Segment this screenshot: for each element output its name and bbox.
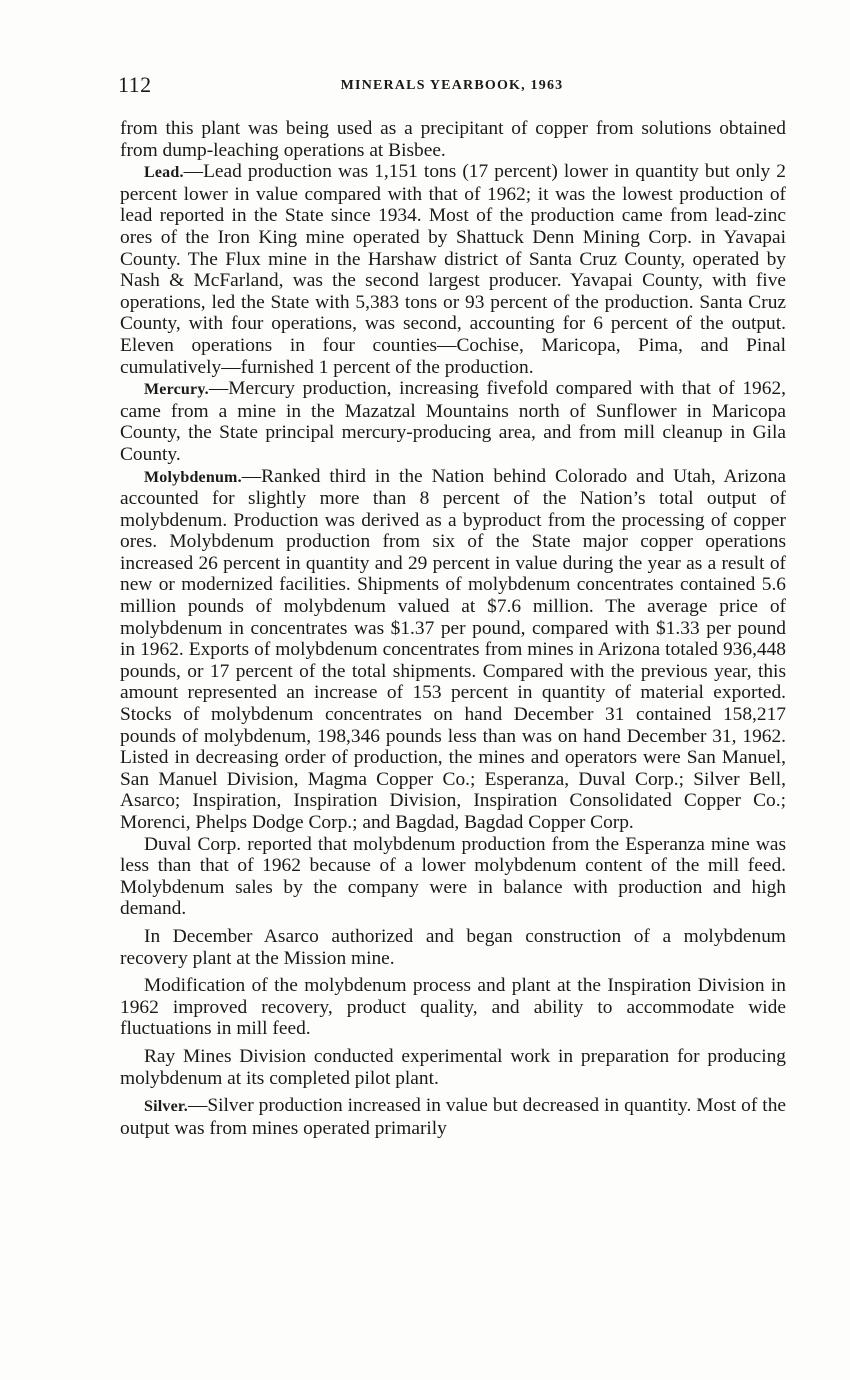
paragraph-inspiration: Modification of the molybdenum process and plant at the Inspiration Division in 1962 improved recovery, product quality, and ability to accommodate wide fluctuations in mill feed. [120, 975, 786, 1040]
section-head-mercury: Mercury. [144, 381, 209, 399]
paragraph-molybdenum-text: —Ranked third in the Nation behind Colorado and Utah, Arizona accounted for slightly more than 8 percent of the Nation’s total output of molybdenum. Production was derived as a byproduct from the processing of copper ores. Molybdenum production from six of the State major copper operations increased 26 percent in quantity and 29 percent in value during the year as a result of new or modernized facilities. Shipments of molybdenum concentrates contained 5.6 million pounds of molybdenum valued at $7.6 million. The average price of molybdenum in concentrates was $1.37 per pound, compared with $1.33 per pound in 1962. Exports of molybdenum concentrates from mines in Arizona totaled 936,448 pounds, or 17 percent of the total shipments. Compared with the previous year, this amount represented an increase of 153 percent in quantity of material exported. Stocks of molybdenum concentrates on hand December 31 contained 158,217 pounds of molybdenum, 198,346 pounds less than was on hand December 31, 1962. Listed in decreasing order of production, the mines and operators were San Manuel, San Manuel Division, Magma Copper Co.; Esperanza, Duval Corp.; Silver Bell, Asarco; Inspiration, Inspiration Division, Inspiration Consolidated Copper Co.; Morenci, Phelps Dodge Corp.; and Bagdad, Bagdad Copper Corp. [120, 465, 786, 833]
page-header [118, 72, 786, 102]
paragraph-lead [120, 161, 786, 378]
paragraph-mercury-text: —Mercury production, increasing fivefold compared with that of 1962, came from a mine in the Mazatzal Mountains north of Sunflower in Maricopa County, the State principal mercury-producing area, and from mill cleanup in Gila County. [120, 378, 786, 465]
section-head-molybdenum: Molybdenum. [144, 468, 242, 486]
paragraph-duval: Duval Corp. reported that molybdenum production from the Esperanza mine was less than that of 1962 because of a lower molybdenum content of the mill feed. Molybdenum sales by the company were in balance with production and high demand. [120, 833, 786, 920]
page-number: 112 [118, 72, 152, 97]
paragraph-silver-text: —Silver production increased in value but decreased in quantity. Most of the output was from mines operated primarily [120, 1095, 786, 1139]
paragraph-silver [120, 1095, 786, 1139]
paragraph-molybdenum [120, 466, 786, 834]
running-head: MINERALS YEARBOOK, 1963 [340, 78, 564, 93]
paragraph-lead-text: —Lead production was 1,151 tons (17 percent) lower in quantity but only 2 percent lower in value compared with that of 1962; it was the lowest production of lead reported in the State since 1934. Most of the production came from lead-zinc ores of the Iron King mine operated by Shattuck Denn Mining Corp. in Yavapai County. The Flux mine in the Harshaw district of Santa Cruz County, operated by Nash & McFarland, was the second largest producer. Yavapai County, with five operations, led the State with 5,383 tons or 93 percent of the production. Santa Cruz County, with four operations, was second, accounting for 6 percent of the output. Eleven operations in four counties—Cochise, Maricopa, Pima, and Pinal cumulatively—furnished 1 percent of the production. [120, 161, 786, 378]
section-head-lead: Lead. [144, 164, 184, 182]
paragraph-ray-mines: Ray Mines Division conducted experimental work in preparation for producing molybdenum at its completed pilot plant. [120, 1045, 786, 1089]
paragraph-mercury [120, 378, 786, 465]
paragraph-continuation: from this plant was being used as a precipitant of copper from solutions obtained from dump-leaching operations at Bisbee. [120, 118, 786, 161]
paragraph-asarco: In December Asarco authorized and began construction of a molybdenum recovery plant at the Mission mine. [120, 925, 786, 969]
body-text [120, 118, 786, 1139]
section-head-silver: Silver. [144, 1098, 188, 1116]
